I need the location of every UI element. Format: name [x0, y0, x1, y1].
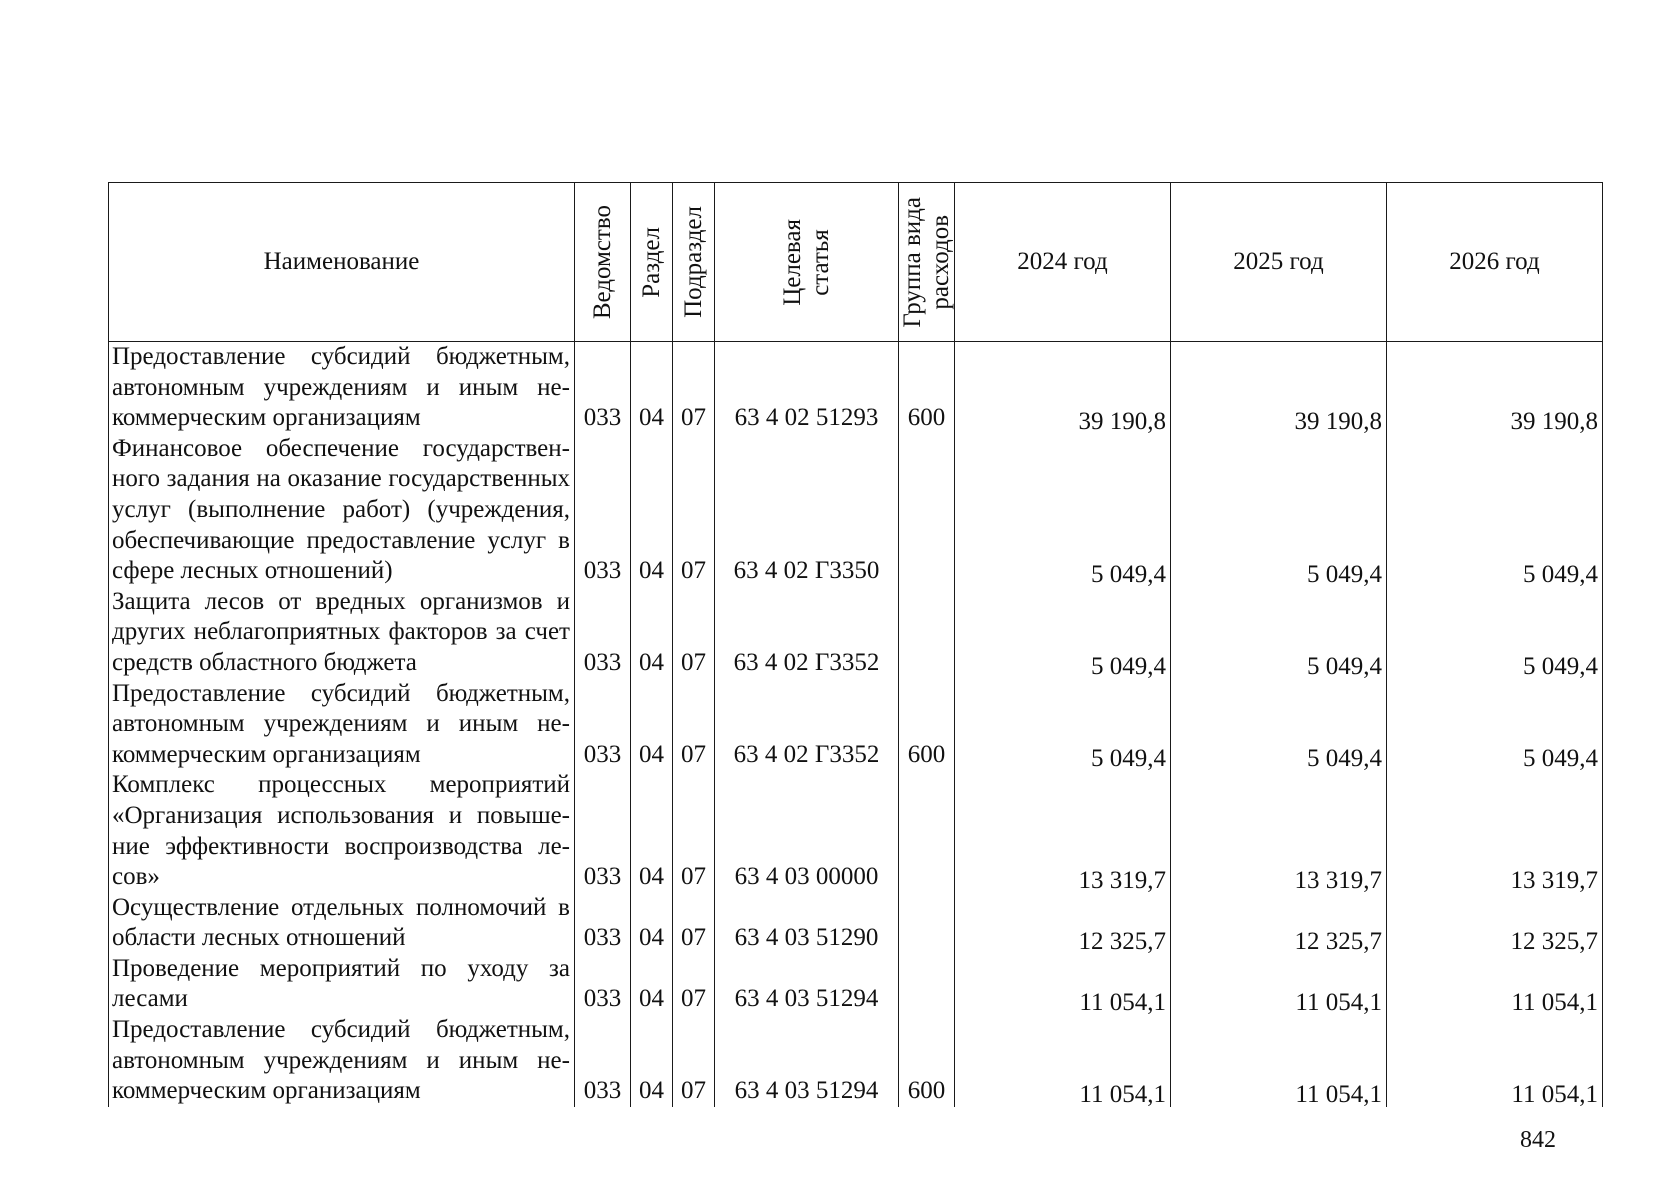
row-group: 600	[899, 1015, 955, 1107]
header-subsection-label: Подраздел	[679, 206, 707, 318]
row-2025	[1171, 679, 1387, 771]
table-row	[109, 770, 1603, 892]
row-2024	[955, 893, 1171, 954]
row-2024-value: 5 049,4	[1091, 561, 1166, 589]
row-dept: 033	[575, 1015, 631, 1107]
page-number: 842	[1520, 1127, 1556, 1153]
row-target: 63 4 02 Г3350	[715, 434, 899, 587]
row-name: Комплекс процессных мероприятий «Организация использования и повышение эффективности воспроизводства лесов»	[109, 770, 575, 892]
header-dept	[575, 183, 631, 342]
row-2026-value: 39 190,8	[1510, 408, 1598, 436]
row-subsection: 07	[673, 770, 715, 892]
row-section: 04	[631, 893, 673, 954]
header-dept-label: Ведомство	[588, 204, 616, 320]
row-subsection: 07	[673, 893, 715, 954]
row-dept: 033	[575, 954, 631, 1015]
row-name: Финансовое обеспечение государственного задания на оказание государственных услуг (выполнение работ) (учреждения, обеспечивающие предоставление услуг в сфере лесных отношений)	[109, 434, 575, 587]
row-2026	[1387, 954, 1603, 1015]
header-subsection	[673, 183, 715, 342]
row-2026	[1387, 893, 1603, 954]
header-target-label	[779, 219, 835, 306]
row-subsection: 07	[673, 587, 715, 679]
row-dept: 033	[575, 770, 631, 892]
row-dept: 033	[575, 342, 631, 434]
row-section: 04	[631, 434, 673, 587]
row-2026-value: 13 319,7	[1510, 867, 1598, 895]
row-2025	[1171, 893, 1387, 954]
row-section: 04	[631, 1015, 673, 1107]
row-2026	[1387, 587, 1603, 679]
row-target: 63 4 03 00000	[715, 770, 899, 892]
header-group-line1: Группа вида	[898, 196, 926, 328]
row-2026-value: 12 325,7	[1510, 928, 1598, 956]
row-2025-value: 13 319,7	[1294, 867, 1382, 895]
row-group	[899, 434, 955, 587]
header-group	[899, 183, 955, 342]
row-2024	[955, 679, 1171, 771]
row-subsection: 07	[673, 954, 715, 1015]
row-2025	[1171, 342, 1387, 434]
budget-table	[108, 182, 1603, 1107]
row-2026-value: 5 049,4	[1523, 744, 1598, 772]
row-2026-value: 11 054,1	[1511, 1081, 1598, 1109]
table-row	[109, 679, 1603, 771]
row-2026-value: 5 049,4	[1523, 652, 1598, 680]
row-subsection: 07	[673, 434, 715, 587]
row-group	[899, 893, 955, 954]
row-name: Осуществление отдельных полномочий в области лесных отношений	[109, 893, 575, 954]
row-subsection: 07	[673, 1015, 715, 1107]
row-2024-value: 5 049,4	[1091, 652, 1166, 680]
row-2025	[1171, 1015, 1387, 1107]
row-2025-value: 5 049,4	[1307, 561, 1382, 589]
row-dept: 033	[575, 587, 631, 679]
row-2025	[1171, 434, 1387, 587]
row-section: 04	[631, 770, 673, 892]
row-2025-value: 11 054,1	[1295, 1081, 1382, 1109]
table-row	[109, 1015, 1603, 1107]
row-subsection: 07	[673, 342, 715, 434]
row-2024	[955, 587, 1171, 679]
row-target: 63 4 02 Г3352	[715, 679, 899, 771]
table-row	[109, 434, 1603, 587]
row-name: Предоставление субсидий бюджетным, автономным учреждениям и иным некоммерческим организациям	[109, 342, 575, 434]
row-target: 63 4 03 51294	[715, 1015, 899, 1107]
row-name: Предоставление субсидий бюджетным, автономным учреждениям и иным некоммерческим организациям	[109, 1015, 575, 1107]
row-2024-value: 11 054,1	[1079, 989, 1166, 1017]
row-group: 600	[899, 342, 955, 434]
row-2025-value: 12 325,7	[1294, 928, 1382, 956]
row-dept: 033	[575, 679, 631, 771]
row-2024-value: 13 319,7	[1078, 867, 1166, 895]
row-2025	[1171, 954, 1387, 1015]
header-target-line1: Целевая	[778, 218, 806, 306]
row-2026	[1387, 1015, 1603, 1107]
row-2024-value: 12 325,7	[1078, 928, 1166, 956]
row-2025	[1171, 770, 1387, 895]
row-2024	[955, 954, 1171, 1015]
row-section: 04	[631, 679, 673, 771]
row-name: Проведение мероприятий по уходу за лесами	[109, 954, 575, 1015]
row-name: Защита лесов от вредных организмов и других неблагоприятных факторов за счет средств областного бюджета	[109, 587, 575, 679]
row-2025	[1171, 587, 1387, 679]
header-name: Наименование	[109, 183, 575, 342]
row-2025-value: 5 049,4	[1307, 744, 1382, 772]
row-group: 600	[899, 679, 955, 771]
row-2025-value: 5 049,4	[1307, 652, 1382, 680]
row-dept: 033	[575, 434, 631, 587]
row-2025-value: 11 054,1	[1295, 989, 1382, 1017]
header-2025: 2025 год	[1171, 183, 1387, 342]
table-row	[109, 342, 1603, 434]
header-target	[715, 183, 899, 342]
row-2024-value: 5 049,4	[1091, 744, 1166, 772]
row-2026	[1387, 679, 1603, 771]
header-group-line2: расходов	[926, 214, 954, 310]
row-2024	[955, 342, 1171, 434]
row-target: 63 4 03 51294	[715, 954, 899, 1015]
row-2026	[1387, 342, 1603, 434]
row-2024-value: 39 190,8	[1078, 408, 1166, 436]
header-group-label	[899, 197, 955, 328]
table-row	[109, 954, 1603, 1015]
header-row	[109, 183, 1603, 342]
header-2026: 2026 год	[1387, 183, 1603, 342]
table-row	[109, 893, 1603, 954]
row-group	[899, 770, 955, 892]
row-2024	[955, 770, 1171, 895]
header-2024: 2024 год	[955, 183, 1171, 342]
row-group	[899, 587, 955, 679]
row-section: 04	[631, 954, 673, 1015]
row-section: 04	[631, 587, 673, 679]
header-section	[631, 183, 673, 342]
row-target: 63 4 03 51290	[715, 893, 899, 954]
row-2024	[955, 434, 1171, 587]
row-dept: 033	[575, 893, 631, 954]
row-2026-value: 5 049,4	[1523, 561, 1598, 589]
table-row	[109, 587, 1603, 679]
header-target-line2: статья	[806, 228, 834, 296]
row-target: 63 4 02 Г3352	[715, 587, 899, 679]
header-section-label: Раздел	[637, 226, 665, 298]
row-2025-value: 39 190,8	[1294, 408, 1382, 436]
row-section: 04	[631, 342, 673, 434]
row-subsection: 07	[673, 679, 715, 771]
row-name: Предоставление субсидий бюджетным, автономным учреждениям и иным некоммерческим организациям	[109, 679, 575, 771]
row-2026	[1387, 770, 1603, 895]
row-target: 63 4 02 51293	[715, 342, 899, 434]
row-2026-value: 11 054,1	[1511, 989, 1598, 1017]
row-group	[899, 954, 955, 1015]
row-2024	[955, 1015, 1171, 1107]
row-2026	[1387, 434, 1603, 587]
row-2024-value: 11 054,1	[1079, 1081, 1166, 1109]
